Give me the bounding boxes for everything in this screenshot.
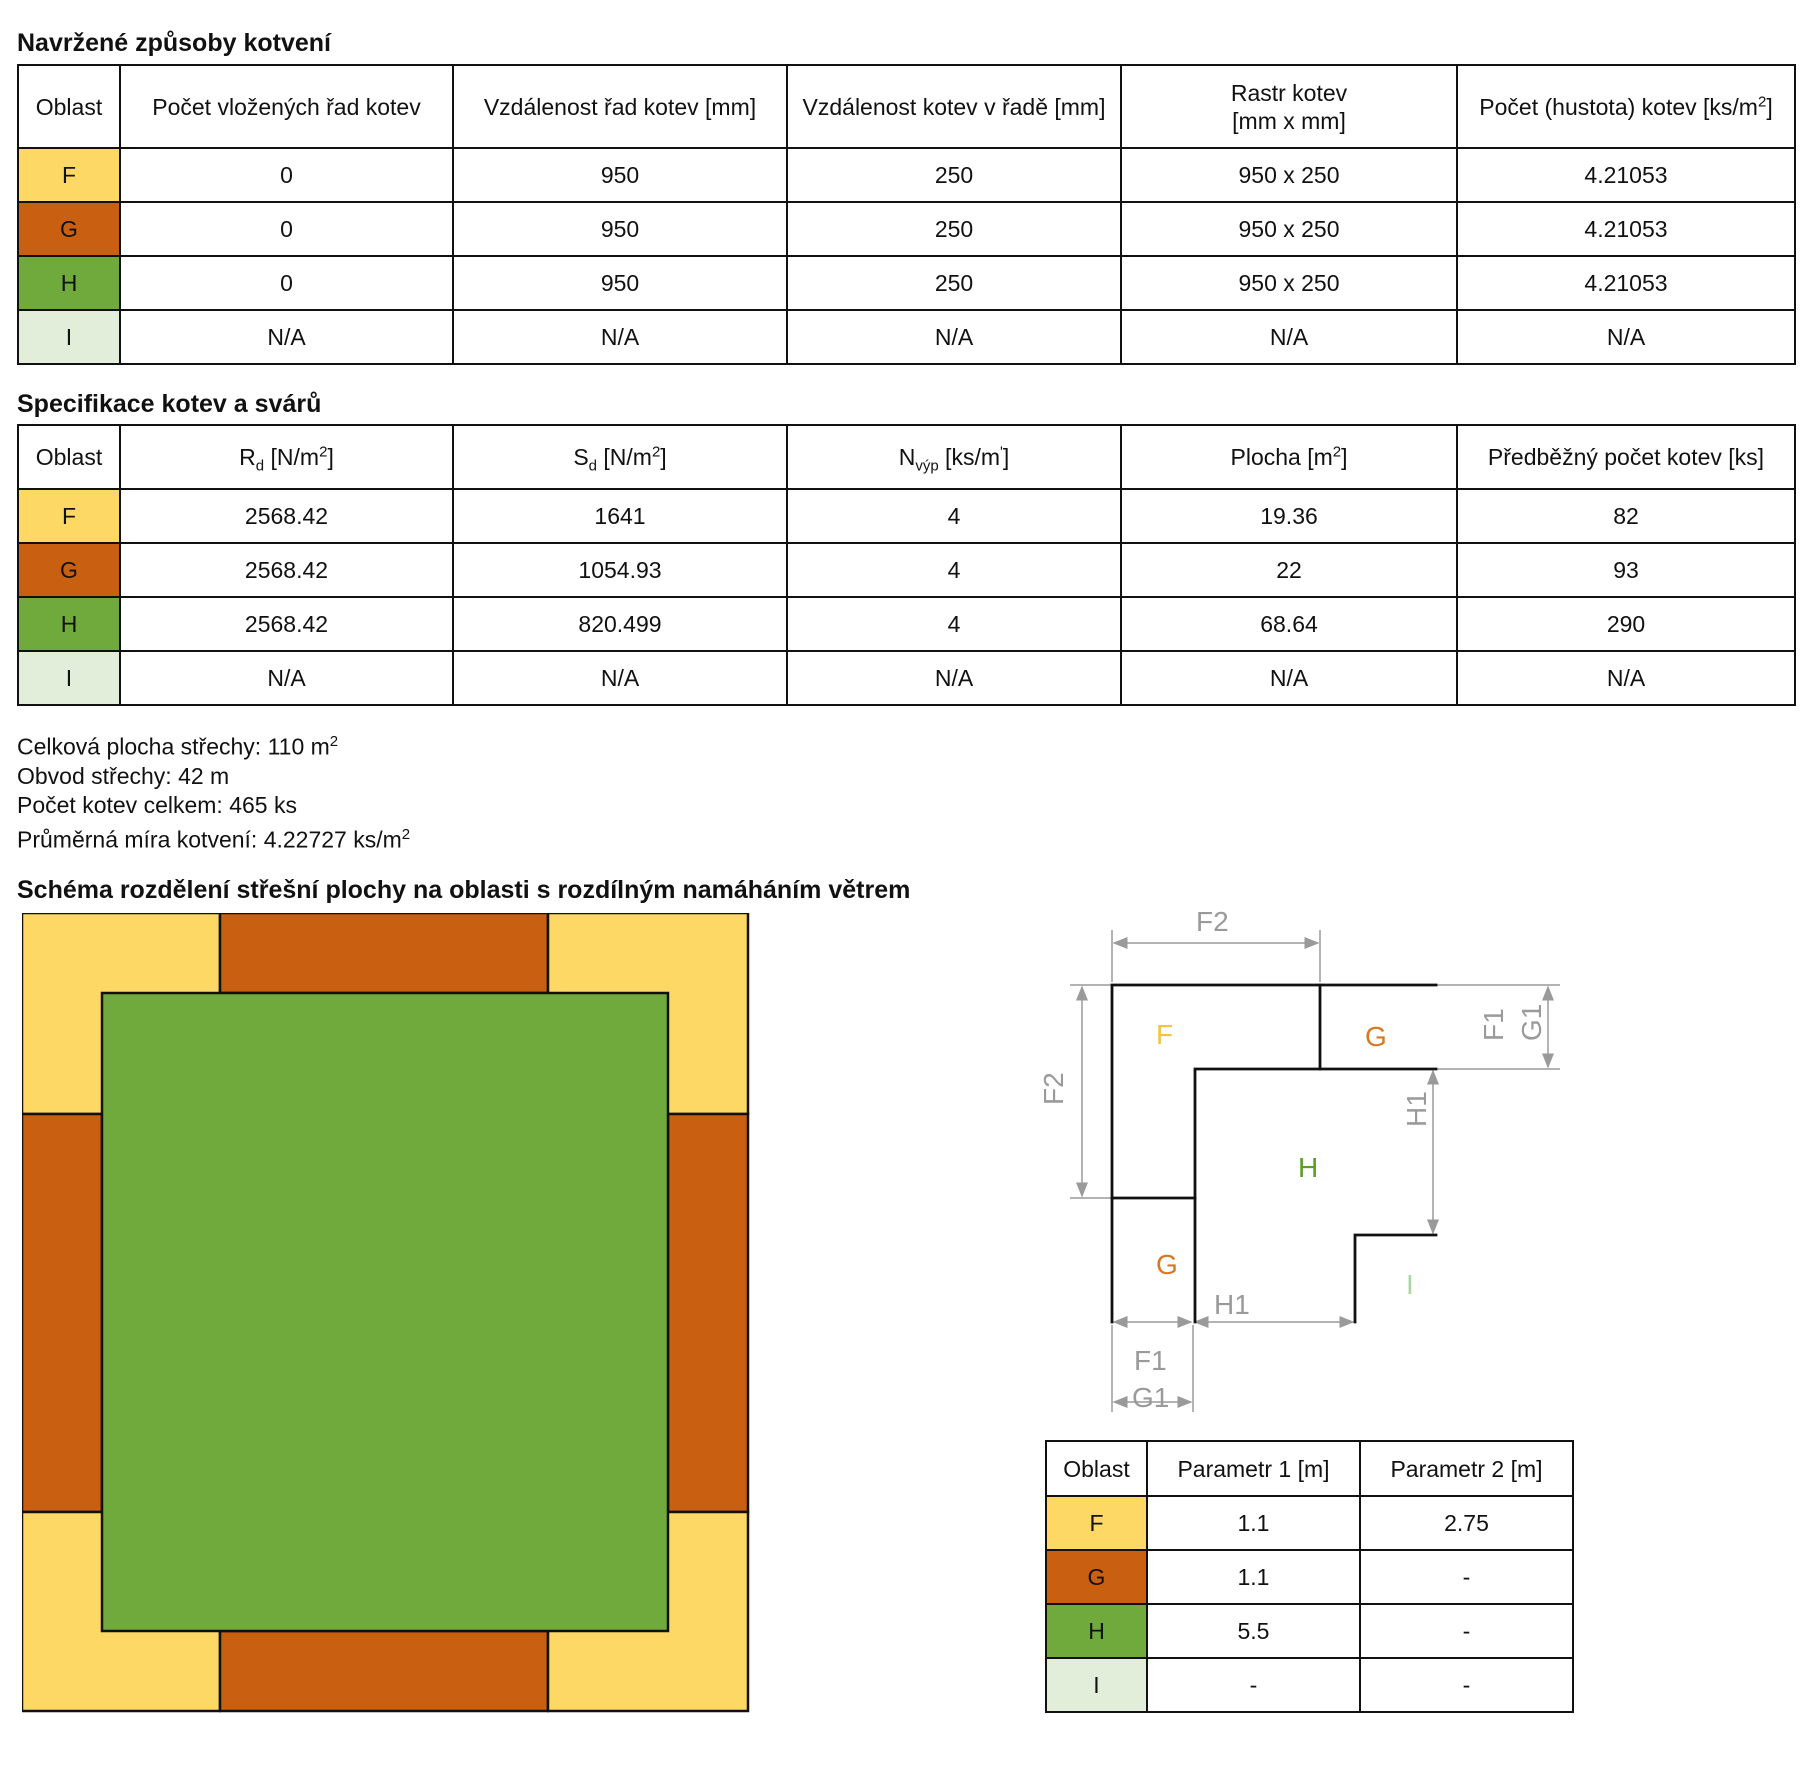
table-cell: N/A <box>787 651 1121 705</box>
zone-cell: G <box>18 543 120 597</box>
header-oblast: Oblast <box>18 425 120 489</box>
table-row <box>1046 1496 1573 1550</box>
header-raster-line1: Rastr kotev <box>1230 79 1348 106</box>
table-cell: 950 <box>453 202 787 256</box>
header-oblast: Oblast <box>18 65 120 148</box>
table-row <box>1046 1604 1573 1658</box>
table-cell: 1054.93 <box>453 543 787 597</box>
table-cell: 2568.42 <box>120 543 453 597</box>
zone-cell: F <box>18 489 120 543</box>
header-row-distance: Vzdálenost řad kotev [mm] <box>453 65 787 148</box>
zone-g-right <box>668 1114 748 1512</box>
roof-zone-plan <box>22 913 750 1713</box>
zone-cell: I <box>1046 1658 1147 1712</box>
table-cell: 950 <box>453 256 787 310</box>
zone-cell: F <box>18 148 120 202</box>
table-cell: 68.64 <box>1121 597 1457 651</box>
table-cell: 0 <box>120 256 453 310</box>
schematic-zone-f: F <box>1156 1019 1174 1050</box>
table-header-row <box>18 425 1795 489</box>
table-cell: 2.75 <box>1360 1496 1573 1550</box>
table-cell: N/A <box>787 310 1121 364</box>
zone-i-boundary <box>1355 1235 1436 1322</box>
table-cell: 4.21053 <box>1457 202 1795 256</box>
table-header-row <box>1046 1441 1573 1496</box>
table-row <box>1046 1658 1573 1712</box>
table-cell: N/A <box>1457 310 1795 364</box>
zone-params-table <box>1045 1440 1574 1713</box>
zone-cell: G <box>1046 1550 1147 1604</box>
roof-summary <box>17 727 410 854</box>
table-cell: 1641 <box>453 489 787 543</box>
header-density <box>1457 65 1795 148</box>
table-cell: 22 <box>1121 543 1457 597</box>
header-area <box>1121 425 1457 489</box>
summary-avg-rate-text: Průměrná míra kotvení: 4.22727 ks/m <box>17 826 402 853</box>
zone-cell: F <box>1046 1496 1147 1550</box>
table-header-row <box>18 65 1795 148</box>
table-cell: 950 <box>453 148 787 202</box>
header-rd-sup: 2 <box>319 443 328 461</box>
schematic-zone-g-top: G <box>1365 1021 1387 1052</box>
header-raster-line2: [mm x mm] <box>1232 107 1346 134</box>
header-param1: Parametr 1 [m] <box>1147 1441 1360 1496</box>
summary-area-text: Celková plocha střechy: 110 m <box>17 733 330 760</box>
table-cell: 19.36 <box>1121 489 1457 543</box>
dim-label-h1-right: H1 <box>1401 1091 1432 1127</box>
table-cell: 4 <box>787 489 1121 543</box>
table-row <box>18 148 1795 202</box>
header-n-sub: výp <box>915 457 939 475</box>
table-cell: 290 <box>1457 597 1795 651</box>
table-cell: 250 <box>787 148 1121 202</box>
table-cell: 250 <box>787 256 1121 310</box>
header-density-end: ] <box>1766 93 1773 120</box>
table-cell: 2568.42 <box>120 489 453 543</box>
table-cell: N/A <box>453 310 787 364</box>
zone-g-bottom <box>220 1631 548 1711</box>
header-sd <box>453 425 787 489</box>
section-title-spec: Specifikace kotev a svárů <box>17 390 322 418</box>
anchoring-table <box>17 64 1796 365</box>
zone-cell: G <box>18 202 120 256</box>
table-cell: - <box>1147 1658 1360 1712</box>
table-cell: N/A <box>120 310 453 364</box>
zone-cell: I <box>18 651 120 705</box>
table-cell: 950 x 250 <box>1121 148 1457 202</box>
dim-label-f2-left: F2 <box>1038 1072 1069 1105</box>
header-n-unit: [ks/m <box>938 444 1001 470</box>
header-sd-end: ] <box>660 444 667 470</box>
table-cell: N/A <box>453 651 787 705</box>
header-anchor-distance: Vzdálenost kotev v řadě [mm] <box>787 65 1121 148</box>
table-cell: - <box>1360 1550 1573 1604</box>
table-cell: 0 <box>120 202 453 256</box>
summary-avg-rate <box>17 820 410 855</box>
zone-cell: H <box>18 256 120 310</box>
table-cell: 0 <box>120 148 453 202</box>
table-cell: N/A <box>120 651 453 705</box>
schematic-zone-i: I <box>1406 1269 1414 1300</box>
dim-label-f2-top: F2 <box>1196 906 1229 937</box>
table-row <box>18 202 1795 256</box>
header-raster <box>1121 65 1457 148</box>
table-row <box>1046 1550 1573 1604</box>
zone-dimension-schematic <box>1030 900 1590 1440</box>
header-n-main: N <box>898 444 916 470</box>
header-rd-sub: d <box>255 457 265 475</box>
header-rd <box>120 425 453 489</box>
zone-cell: I <box>18 310 120 364</box>
summary-total-anchors: Počet kotev celkem: 465 ks <box>17 791 297 818</box>
header-rd-main: R <box>239 444 256 470</box>
table-cell: 4 <box>787 597 1121 651</box>
table-cell: 1.1 <box>1147 1550 1360 1604</box>
zone-g-left <box>22 1114 102 1512</box>
header-rd-unit: [N/m <box>264 444 320 470</box>
header-count: Předběžný počet kotev [ks] <box>1457 425 1795 489</box>
dim-label-g1-right: G1 <box>1516 1003 1547 1041</box>
table-cell: 1.1 <box>1147 1496 1360 1550</box>
table-cell: 950 x 250 <box>1121 202 1457 256</box>
header-density-text: Počet (hustota) kotev [ks/m <box>1479 93 1758 120</box>
dim-label-g1-bottom: G1 <box>1132 1382 1170 1413</box>
dim-label-f1-bottom: F1 <box>1134 1345 1167 1376</box>
table-cell: N/A <box>1121 651 1457 705</box>
schematic-zone-h: H <box>1298 1152 1319 1183</box>
header-area-sup: 2 <box>1332 443 1342 461</box>
section-title-scheme: Schéma rozdělení střešní plochy na oblasti s rozdílným namáháním větrem <box>17 876 911 904</box>
table-cell: N/A <box>1121 310 1457 364</box>
header-sd-sub: d <box>588 457 597 475</box>
table-cell: - <box>1360 1658 1573 1712</box>
table-cell: 4.21053 <box>1457 256 1795 310</box>
header-rd-end: ] <box>327 444 334 470</box>
table-cell: 250 <box>787 202 1121 256</box>
table-cell: 4 <box>787 543 1121 597</box>
header-area-end: ] <box>1341 444 1348 470</box>
header-n-end: ] <box>1002 444 1010 470</box>
header-oblast: Oblast <box>1046 1441 1147 1496</box>
table-row <box>18 543 1795 597</box>
header-rows-count: Počet vložených řad kotev <box>120 65 453 148</box>
summary-area-sup: 2 <box>329 733 339 750</box>
header-sd-main: S <box>573 444 589 470</box>
table-cell: 950 x 250 <box>1121 256 1457 310</box>
table-cell: 5.5 <box>1147 1604 1360 1658</box>
table-row <box>18 489 1795 543</box>
header-density-sup: 2 <box>1757 92 1767 110</box>
zone-cell: H <box>1046 1604 1147 1658</box>
table-cell: - <box>1360 1604 1573 1658</box>
table-cell: 93 <box>1457 543 1795 597</box>
table-cell: 2568.42 <box>120 597 453 651</box>
header-n-sup: ' <box>1000 443 1003 461</box>
zone-cell: H <box>18 597 120 651</box>
table-cell: 4.21053 <box>1457 148 1795 202</box>
table-row <box>18 310 1795 364</box>
schematic-zone-g-left: G <box>1156 1249 1178 1280</box>
header-sd-sup: 2 <box>651 443 661 461</box>
dim-label-f1-right: F1 <box>1478 1008 1509 1041</box>
table-cell: N/A <box>1457 651 1795 705</box>
table-row <box>18 256 1795 310</box>
zone-g-top <box>220 913 548 993</box>
table-row <box>18 597 1795 651</box>
dim-label-h1-bottom: H1 <box>1214 1289 1250 1320</box>
header-n <box>787 425 1121 489</box>
table-cell: 82 <box>1457 489 1795 543</box>
summary-perimeter: Obvod střechy: 42 m <box>17 762 230 789</box>
table-row <box>18 651 1795 705</box>
summary-avg-rate-sup: 2 <box>401 825 411 843</box>
table-cell: 820.499 <box>453 597 787 651</box>
header-sd-unit: [N/m <box>597 444 652 470</box>
section-title-anchoring: Navržené způsoby kotvení <box>17 29 331 57</box>
spec-table <box>17 424 1796 706</box>
header-param2: Parametr 2 [m] <box>1360 1441 1573 1496</box>
zone-h-boundary <box>1195 1069 1436 1322</box>
summary-area <box>17 727 410 762</box>
zone-h-center <box>102 993 668 1631</box>
header-area-text: Plocha [m <box>1230 444 1333 470</box>
